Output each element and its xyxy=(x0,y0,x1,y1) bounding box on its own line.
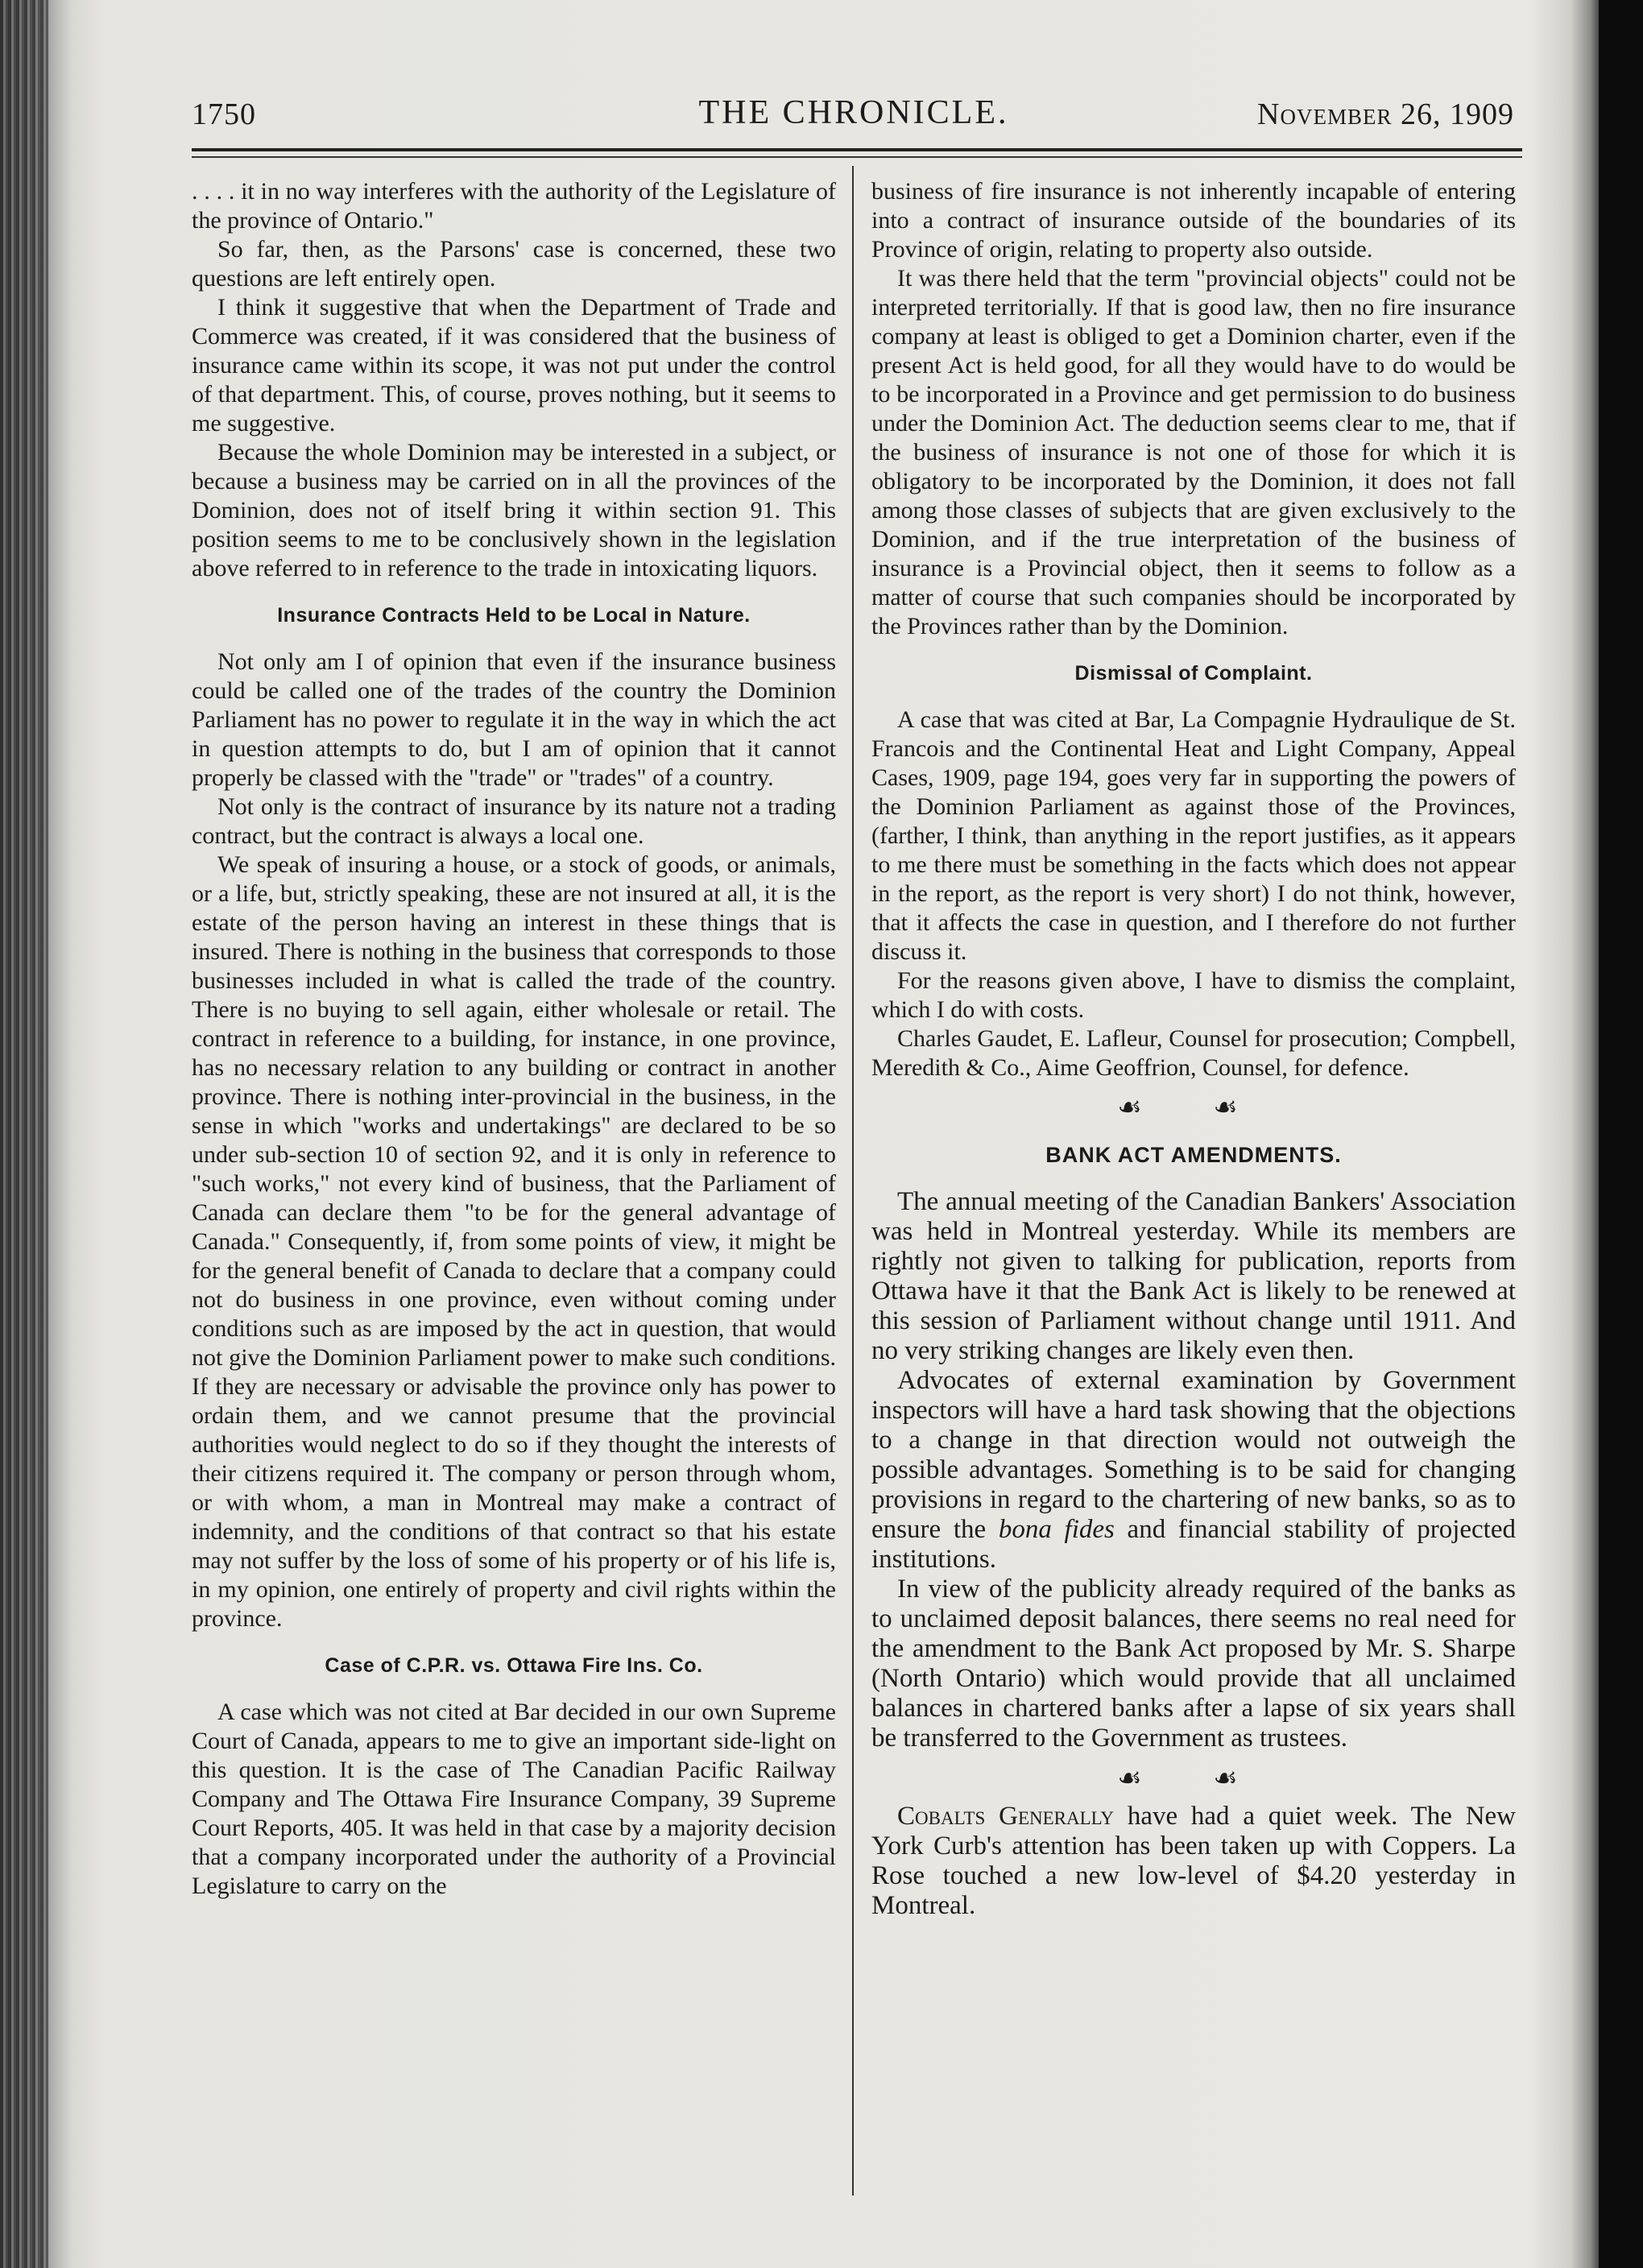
paragraph: It was there held that the term "provincial objects" could not be interpreted territorially. If that is good law, then no fire insurance company at least is obliged to get a Dominion charter, even if the present Act is held good, for all they would have to do would be to be incorporated in a Province and get permission to do business under the Dominion Act. The deduction seems clear to me, that if the business of insurance is not one of those for which it is obligatory to be incorporated by the Dominion, it does not fall among those classes of subjects that are given exclusively to the Dominion, and if the true interpretation of the business of insurance is a Provincial object, then it seems to follow as a matter of course that such companies should be incorporated by the Provinces rather than by the Dominion. xyxy=(871,265,1516,639)
left-column xyxy=(192,177,836,1901)
paragraph: We speak of insuring a house, or a stock of goods, or animals, or a life, but, strictly speaking, these are not insured at all, it is the estate of the person having an interest in these things that is insured. There is nothing in the business that corresponds to those businesses included in what is called the trade of the country. There is no buying to sell again, either wholesale or retail. The contract in reference to a building, for instance, in one province, has no necessary relation to any building or contract in another province. There is nothing inter-provincial in the business, in the sense in which "works and undertakings" are declared to be so under sub-section 10 of section 92, and it is only in reference to "such works," not every kind of business, that the Parliament of Canada can declare them "to be for the general advantage of Canada." Consequently, if, from some points of view, it might be for the general benefit of Canada to declare that a company could not do business in one province, even without coming under conditions such as are imposed by the act in question, that would not give the Dominion Parliament power to make such conditions. If they are necessary or advisable the province only has power to ordain them, and we cannot presume that the provincial authorities would neglect to do so if they thought the interests of their citizens required it. The company or person through whom, or with whom, a man in Montreal may make a contract of indemnity, and the conditions of that contract so that his estate may not suffer by the loss of some of his property or of his life is, in my opinion, one entirely of property and civil rights within the province. xyxy=(192,851,836,1632)
section-heading-cpr-case: Case of C.P.R. vs. Ottawa Fire Ins. Co. xyxy=(325,1654,703,1677)
page-header xyxy=(185,81,1522,145)
paragraph: The annual meeting of the Canadian Bankers' Association was held in Montreal yesterday. While its members are rightly not given to talking for publication, reports from Ottawa have it that the Bank Act is likely to be renewed at this session of Parliament without change until 1911. And no very striking changes are likely even then. xyxy=(871,1187,1516,1365)
dark-page-edge xyxy=(1599,0,1643,2268)
newspaper-page xyxy=(185,81,1522,2255)
paragraph: Not only am I of opinion that even if the insurance business could be called one of the trades of the country the Dominion Parliament has no power to regulate it in the way in which the act in question attempts to do, but I am of opinion that it cannot properly be classed with the "trade" or "trades" of a country. xyxy=(192,648,836,791)
fleuron-ornament: ☙ ☙ xyxy=(1117,1093,1270,1123)
paragraph: A case which was not cited at Bar decided in our own Supreme Court of Canada, appears to me to give an important side-light on this question. It is the case of The Canadian Pacific Railway Company and The Ottawa Fire Insurance Company, 39 Supreme Court Reports, 405. It was held in that case by a majority decision that a company incorporated under the authority of a Provincial Legislature to carry on the xyxy=(192,1699,836,1899)
paragraph: . . . . it in no way interferes with the authority of the Legislature of the province of Ontario." xyxy=(192,178,836,234)
text-run: and financial stability of projected institutions. xyxy=(871,1515,1516,1574)
paragraph: business of fire insurance is not inherently incapable of entering into a contract of insurance outside of the boundaries of its Province of origin, relating to property also outside. xyxy=(871,178,1516,263)
book-spine-edge xyxy=(0,0,48,2268)
publication-title: THE CHRONICLE. xyxy=(698,94,1009,131)
paragraph: Because the whole Dominion may be interested in a subject, or because a business may be carried on in all the provinces of the Dominion, does not of itself bring it within section 91. This position seems to me to be conclusively shown in the legislation above referred to in reference to the trade in intoxicating liquors. xyxy=(192,439,836,581)
text-run: have had a quiet week. The New York Curb's attention has been taken up with Coppers. La Rose touched a new low-level of $4.20 yesterday in Montreal. xyxy=(871,1802,1517,1920)
section-heading-local-nature: Insurance Contracts Held to be Local in Nature. xyxy=(277,604,751,627)
bank-act-article xyxy=(871,1187,1516,1921)
page-number: 1750 xyxy=(192,97,256,131)
fleuron-ornament: ☙ ☙ xyxy=(1117,1764,1270,1794)
paragraph: In view of the publicity already required of the banks as to unclaimed deposit balances, there seems no real need for the amendment to the Bank Act proposed by Mr. S. Sharpe (North Ontario) which would provide that all unclaimed balances in chartered banks after a lapse of six years shall be transferred to the Government as trustees. xyxy=(871,1575,1516,1753)
issue-date: November 26, 1909 xyxy=(1257,97,1514,131)
column-divider xyxy=(852,166,854,2196)
italic-phrase: bona fides xyxy=(998,1515,1115,1544)
lead-in-small-caps: Cobalts Generally xyxy=(897,1802,1115,1831)
right-column xyxy=(871,177,1516,1921)
paragraph xyxy=(871,1802,1516,1921)
paragraph: I think it suggestive that when the Department of Trade and Commerce was created, if it was considered that the business of insurance came within its scope, it was not put under the control of that department. This, of course, proves nothing, but it seems to me suggestive. xyxy=(192,294,836,437)
header-rule-thick xyxy=(192,148,1522,151)
paragraph: Not only is the contract of insurance by its nature not a trading contract, but the contract is always a local one. xyxy=(192,793,836,849)
section-heading-dismissal: Dismissal of Complaint. xyxy=(1074,662,1313,685)
paragraph: So far, then, as the Parsons' case is concerned, these two questions are left entirely open. xyxy=(192,236,836,292)
paragraph xyxy=(871,1366,1516,1575)
paragraph: Charles Gaudet, E. Lafleur, Counsel for prosecution; Compbell, Meredith & Co., Aime Geoffrion, Counsel, for defence. xyxy=(871,1025,1516,1081)
section-heading-bank-act: BANK ACT AMENDMENTS. xyxy=(1045,1143,1342,1167)
header-rule-thin xyxy=(192,156,1522,158)
paragraph: For the reasons given above, I have to dismiss the complaint, which I do with costs. xyxy=(871,967,1516,1023)
text-run: Advocates of external examination by Government inspectors will have a hard task showing that the objections to a change in that direction would not outweigh the possible advantages. Something is to be said for changing provisions in regard to the chartering of new banks, so as to ensure the xyxy=(871,1366,1516,1544)
paragraph: A case that was cited at Bar, La Compagnie Hydraulique de St. Francois and the Continental Heat and Light Company, Appeal Cases, 1909, page 194, goes very far in supporting the powers of the Dominion Parliament as against those of the Provinces, (farther, I think, than anything in the report justifies, as it appears to me there must be something in the facts which does not appear in the report, as the report is very short) I do not think, however, that it affects the case in question, and I therefore do not further discuss it. xyxy=(871,706,1516,965)
